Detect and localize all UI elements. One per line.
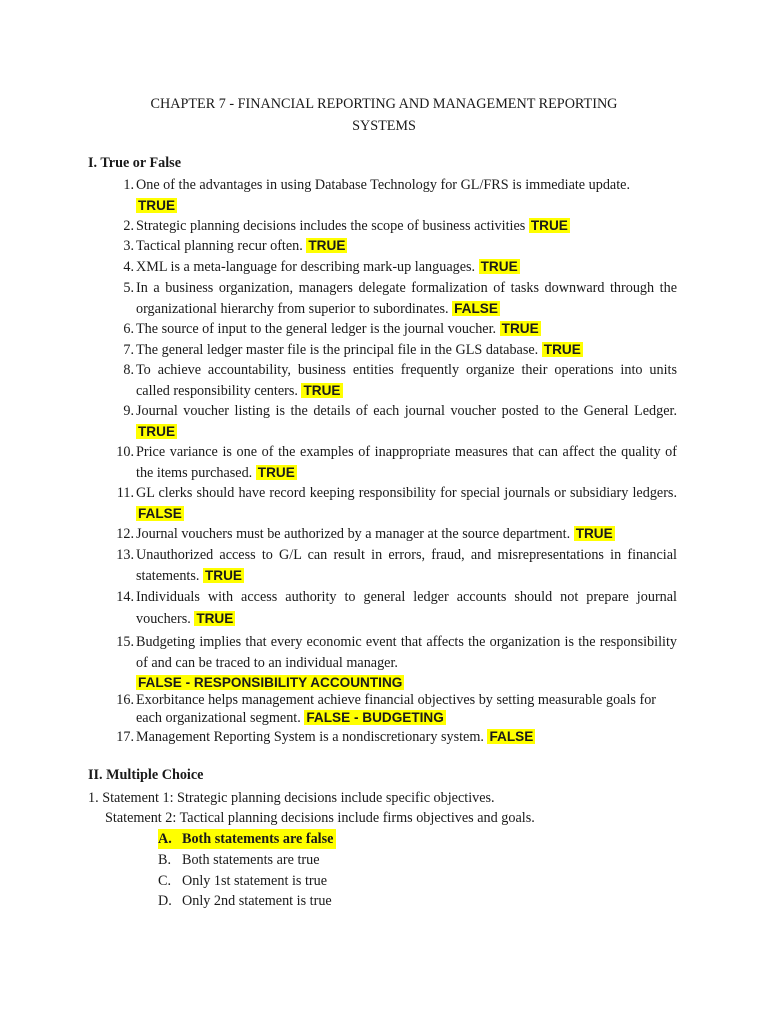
- option-letter: D.: [158, 893, 172, 909]
- option-text: Only 2nd statement is true: [182, 893, 332, 909]
- item-text: To achieve accountability, business entities frequently organize their operations into units called responsibility centers. TRUE: [136, 362, 677, 399]
- item-number: 2.: [123, 218, 134, 234]
- answer-highlight: TRUE: [138, 423, 176, 439]
- option-text: Both statements are true: [182, 852, 320, 868]
- option-letter: B.: [158, 852, 172, 868]
- mc-option-b: [158, 850, 320, 870]
- item-text: Tactical planning recur often. TRUE: [136, 238, 346, 254]
- item-number: 15.: [116, 634, 134, 650]
- item-text: Individuals with access authority to general ledger accounts should not prepare journal vouchers. TRUE: [136, 589, 677, 627]
- item-text: One of the advantages in using Database Technology for GL/FRS is immediate update. TRUE: [136, 177, 631, 213]
- option-text: Only 1st statement is true: [182, 873, 328, 889]
- answer-highlight: TRUE: [138, 197, 176, 213]
- item-number: 6.: [123, 321, 134, 337]
- answer-highlight: TRUE: [501, 321, 539, 336]
- chapter-title: [0, 93, 768, 137]
- answer-highlight: TRUE: [204, 567, 242, 583]
- item-text: Price variance is one of the examples of inappropriate measures that can affect the quality of the items purchased. TRUE: [136, 444, 677, 481]
- item-text: Journal voucher listing is the details of each journal voucher posted to the General Ledger. TRUE: [136, 403, 677, 439]
- item-number: 12.: [116, 526, 134, 542]
- item-number: 1.: [123, 177, 134, 193]
- section-heading-true-false: I. True or False: [88, 155, 182, 171]
- item-text: Budgeting implies that every economic event that affects the organization is the responsibility of and can be traced to an individual manager.: [136, 634, 677, 671]
- item-text: The source of input to the general ledger is the journal voucher. TRUE: [136, 321, 539, 337]
- answer-highlight: FALSE: [454, 300, 498, 316]
- answer-highlight: FALSE: [138, 505, 182, 521]
- item-text: Journal vouchers must be authorized by a manager at the source department. TRUE: [136, 526, 613, 542]
- item-text: GL clerks should have record keeping responsibility for special journals or subsidiary ledgers. FALSE: [136, 485, 677, 521]
- mc-option-c: [158, 871, 327, 891]
- item-number: 4.: [123, 259, 134, 275]
- option-letter: C.: [158, 873, 172, 889]
- item-text: Exorbitance helps management achieve financial objectives by setting measurable goals for each organizational segment. FALSE - BUDGETING: [136, 692, 657, 726]
- answer-highlight: TRUE: [303, 382, 341, 398]
- answer-highlight: TRUE: [480, 259, 518, 274]
- answer-highlight: TRUE: [530, 218, 568, 233]
- mc-option-d: [158, 891, 332, 911]
- option-text: Both statements are false: [182, 831, 334, 847]
- item-number: 9.: [123, 403, 134, 419]
- item-number: 13.: [116, 547, 134, 563]
- item-text: Unauthorized access to G/L can result in errors, fraud, and misrepresentations in financial statements. TRUE: [136, 547, 677, 584]
- answer-highlight: TRUE: [543, 342, 581, 357]
- item-text: XML is a meta-language for describing mark-up languages. TRUE: [136, 259, 518, 275]
- item-number: 8.: [123, 362, 134, 378]
- tf-item-15-answer: [136, 674, 404, 692]
- answer-highlight: TRUE: [257, 464, 295, 480]
- item-number: 3.: [123, 238, 134, 254]
- answer-highlight: FALSE - BUDGETING: [306, 710, 444, 725]
- item-number: 10.: [116, 444, 134, 460]
- answer-highlight: TRUE: [308, 238, 346, 253]
- answer-highlight: TRUE: [575, 526, 613, 541]
- answer-highlight: FALSE - RESPONSIBILITY ACCOUNTING: [138, 675, 403, 690]
- option-letter: A.: [158, 831, 172, 847]
- answer-highlight: TRUE: [196, 611, 234, 626]
- item-number: 11.: [116, 485, 134, 501]
- chapter-title-line-1: CHAPTER 7 - FINANCIAL REPORTING AND MANAGEMENT REPORTING: [150, 96, 618, 112]
- mc-q1-statement-2: Statement 2: Tactical planning decisions include firms objectives and goals.: [105, 810, 535, 826]
- item-number: 5.: [123, 280, 134, 296]
- chapter-title-line-2: SYSTEMS: [352, 118, 416, 134]
- item-number: 16.: [116, 692, 134, 708]
- mc-q1-statement-1: 1. Statement 1: Strategic planning decisions include specific objectives.: [88, 790, 495, 806]
- item-text: In a business organization, managers delegate formalization of tasks downward through the organizational hierarchy from superior to subordinates. FALSE: [136, 280, 677, 317]
- item-text: The general ledger master file is the principal file in the GLS database. TRUE: [136, 342, 581, 358]
- answer-highlight: FALSE: [489, 729, 534, 744]
- item-text: Management Reporting System is a nondiscretionary system. FALSE: [136, 729, 534, 745]
- mc-option-a-selected: [158, 829, 336, 849]
- item-text: Strategic planning decisions includes the scope of business activities TRUE: [136, 218, 568, 234]
- item-number: 14.: [116, 589, 134, 605]
- item-number: 7.: [123, 342, 134, 358]
- item-number: 17.: [116, 729, 134, 745]
- section-heading-multiple-choice: II. Multiple Choice: [88, 767, 204, 783]
